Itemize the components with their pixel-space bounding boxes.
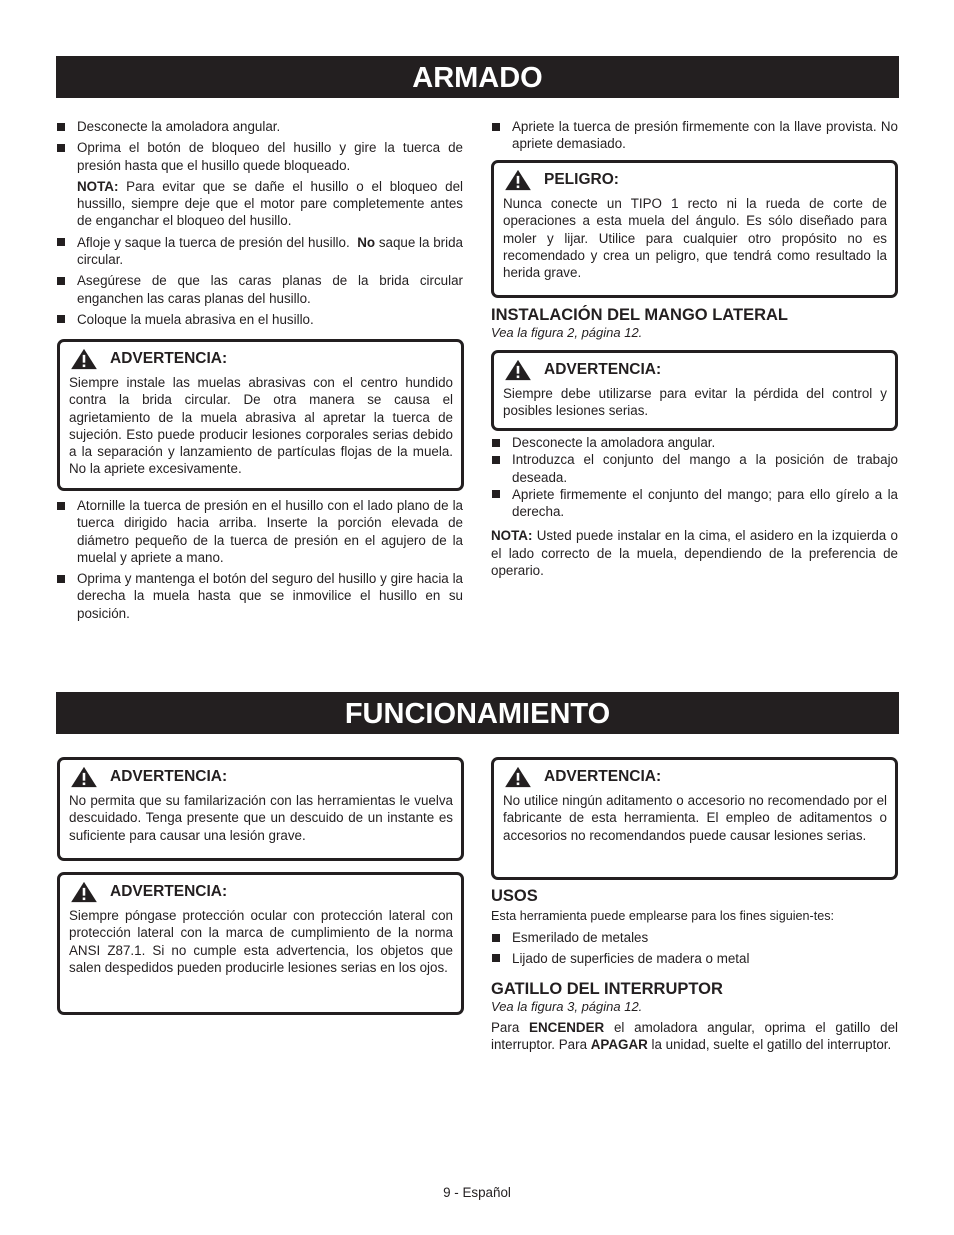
warning-triangle-icon <box>69 766 99 788</box>
section-title-funcionamiento: FUNCIONAMIENTO <box>56 692 899 734</box>
danger-header <box>503 169 887 191</box>
warning-title: ADVERTENCIA: <box>544 768 662 786</box>
list-item: Apriete la tuerca de presión firmemente con la llave provista. No apriete demasiado. <box>491 118 898 153</box>
warning-box-familiarizacion <box>57 757 464 861</box>
warning-title: ADVERTENCIA: <box>110 350 228 368</box>
warning-header <box>69 881 453 903</box>
warning-title: ADVERTENCIA: <box>544 361 662 379</box>
list-item: Desconecte la amoladora angular. <box>491 434 898 451</box>
paragraph-emphasis: APAGAR <box>590 1037 648 1053</box>
warning-header <box>503 359 887 381</box>
warning-box-proteccion-ocular <box>57 872 464 1015</box>
note-paragraph <box>491 527 898 579</box>
warning-text: Siempre debe utilizarse para evitar la pérdida del control y posibles lesiones serias. <box>503 386 887 419</box>
warning-triangle-icon <box>69 881 99 903</box>
heading-gatillo: GATILLO DEL INTERRUPTOR <box>491 980 723 998</box>
note-text: Usted puede instalar en la cima, el asidero en la izquierda o el lado correcto de la muela, dependiendo de la preferencia de operario. <box>491 528 898 579</box>
heading-mango-lateral: INSTALACIÓN DEL MANGO LATERAL <box>491 306 788 324</box>
note-paragraph <box>56 178 463 230</box>
warning-header <box>69 766 453 788</box>
danger-title: PELIGRO: <box>544 171 619 189</box>
usos-intro: Esta herramienta puede emplearse para los fines siguien-tes: <box>491 909 835 923</box>
warning-triangle-icon <box>503 169 533 191</box>
warning-box-muelas <box>57 339 464 491</box>
paragraph-text: la unidad, suelte el gatillo del interruptor. <box>647 1037 892 1053</box>
list-item: Asegúrese de que las caras planas de la brida circular enganchen las caras planas del husillo. <box>56 272 463 307</box>
warning-triangle-icon <box>503 359 533 381</box>
mango-heading-block <box>491 305 898 341</box>
paragraph-text: el amoladora angular, oprima el gatillo del interruptor. Para <box>491 1020 898 1053</box>
list-item: Oprima y mantenga el botón del seguro del husillo y gire hacia la derecha la muela hasta que se inmovilice el husillo en su posición. <box>56 570 463 622</box>
warning-text: Siempre póngase protección ocular con protección lateral con protección lateral con la marca de cumplimiento de la norma ANSI Z87.1. Si no cumple esta advertencia, los objetos que salen despedidos pueden producirle lesiones serias en los ojos. <box>69 908 453 975</box>
paragraph-emphasis: ENCENDER <box>529 1020 605 1035</box>
warning-triangle-icon <box>503 766 533 788</box>
usos-section <box>491 886 898 967</box>
figure-reference: Vea la figura 2, página 12. <box>491 325 643 340</box>
list-item-text: Afloje y saque la tuerca de presión del husillo. <box>77 234 350 250</box>
note-label: NOTA: <box>491 528 533 544</box>
warning-title: ADVERTENCIA: <box>110 768 228 786</box>
warning-header <box>69 348 453 370</box>
armado-left-column-lower <box>56 497 463 622</box>
mango-steps <box>491 434 898 579</box>
list-item <box>56 234 463 269</box>
danger-box-peligro <box>491 160 898 298</box>
warning-header <box>503 766 887 788</box>
danger-text: Nunca conecte un TIPO 1 recto ni la rueda de corte de operaciones a esta muela del ángulo. Es sólo diseñado para moler y lijar. Utilice para cualquier otro propósito no es recomendado y crea un peligro, que tendrá como resultado la herida grave. <box>503 196 887 281</box>
list-item-emphasis: No <box>357 234 376 250</box>
gatillo-section <box>491 979 898 1054</box>
section-title-armado: ARMADO <box>56 56 899 98</box>
list-item: Desconecte la amoladora angular. <box>56 118 463 135</box>
paragraph-text: Para <box>491 1020 530 1035</box>
list-item: Esmerilado de metales <box>491 929 898 946</box>
list-item: Lijado de superficies de madera o metal <box>491 950 898 967</box>
list-item: Coloque la muela abrasiva en el husillo. <box>56 311 463 328</box>
warning-text: No permita que su familarización con las herramientas le vuelva descuidado. Tenga presente que un descuido de un instante es suficiente para causar una lesión grave. <box>69 793 453 843</box>
page-footer: 9 - Español <box>443 1185 511 1200</box>
heading-usos: USOS <box>491 887 538 905</box>
list-item: Apriete firmemente el conjunto del mango; para ello gírelo a la derecha. <box>491 486 898 521</box>
list-item-text: saque la brida circular. <box>77 234 463 268</box>
warning-title: ADVERTENCIA: <box>110 883 228 901</box>
armado-left-column <box>56 118 463 328</box>
note-label: NOTA: <box>77 178 119 194</box>
note-text: Para evitar que se dañe el husillo o el bloqueo del hussillo, siempre deje que el motor pare completemente antes de enganchar el bloqueo del husillo. <box>77 178 463 229</box>
list-item: Atornille la tuerca de presión en el husillo con el lado plano de la tuerca dirigido hacia arriba. Inserte la porción elevada de diámetro pequeño de la tuerca de presión en el agujero de la muelal y apriete a mano. <box>56 497 463 566</box>
armado-right-column <box>491 118 898 153</box>
warning-text: No utilice ningún aditamento o accesorio no recomendado por el fabricante de esta herramienta. El empleo de aditamentos o accesorios no recomendandos puede causar lesiones serias. <box>503 793 887 843</box>
list-item: Oprima el botón de bloqueo del husillo y gire la tuerca de presión hasta que el husillo quede bloqueado. <box>56 139 463 174</box>
list-item: Introduzca el conjunto del mango a la posición de trabajo deseada. <box>491 451 898 486</box>
figure-reference: Vea la figura 3, página 12. <box>491 999 643 1014</box>
warning-box-mango <box>491 350 898 431</box>
gatillo-paragraph <box>491 1019 898 1054</box>
warning-triangle-icon <box>69 348 99 370</box>
warning-box-aditamentos <box>491 757 898 880</box>
warning-text: Siempre instale las muelas abrasivas con el centro hundido contra la brida circular. De otra manera se causa el agrietamiento de la muela abrasiva al apretar la tuerca de sujeción. Esto puede producir lesiones corporales serias debido a la separación y lanzamiento de partículas flojas de la muela. No la apriete excesivamente. <box>69 375 453 477</box>
